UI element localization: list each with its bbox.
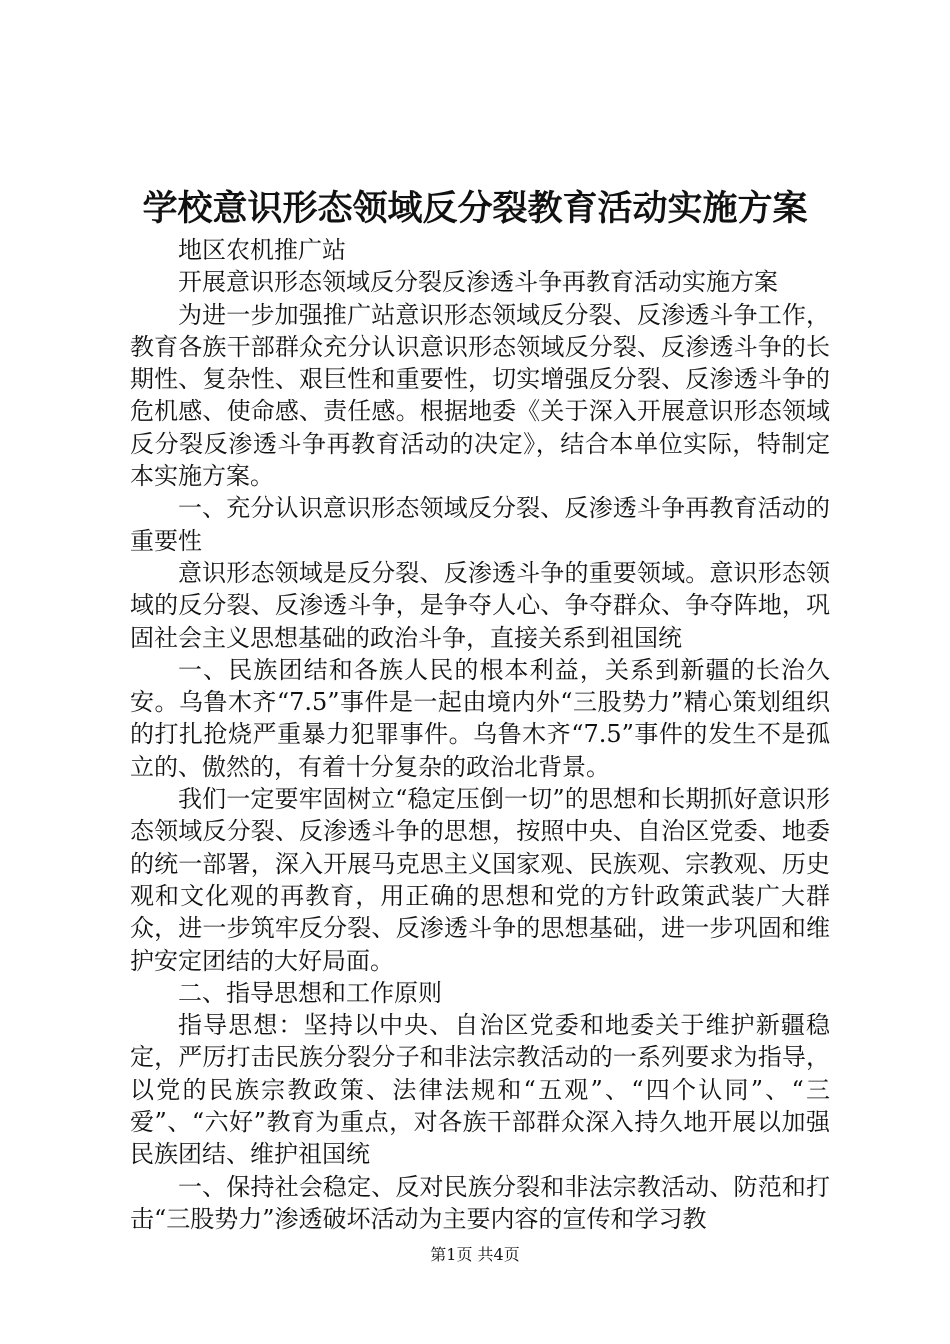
- paragraph-importance: 意识形态领域是反分裂、反渗透斗争的重要领域。意识形态领域的反分裂、反渗透斗争，是争夺人心、争夺群众、争夺阵地，巩固社会主义思想基础的政治斗争，直接关系到祖国统: [130, 558, 830, 652]
- paragraph-intro: 为进一步加强推广站意识形态领域反分裂、反渗透斗争工作，教育各族干部群众充分认识意识形态领域反分裂、反渗透斗争的长期性、复杂性、艰巨性和重要性，切实增强反分裂、反渗透斗争的危机感、使命感、责任感。根据地委《关于深入开展意识形态领域反分裂反渗透斗争再教育活动的决定》，结合本单位实际，特制定本实施方案。: [130, 300, 830, 491]
- paragraph-organization: 地区农机推广站: [178, 236, 346, 264]
- paragraph-plan-name: 开展意识形态领域反分裂反渗透斗争再教育活动实施方案: [178, 268, 778, 297]
- paragraph-event: 一、民族团结和各族人民的根本利益，关系到新疆的长治久安。乌鲁木齐“7.5”事件是一起由境内外“三股势力”精心策划组织的打扎抢烧严重暴力犯罪事件。乌鲁木齐“7.5”事件的发生不是孤立的、傲然的，有着十分复杂的政治北背景。: [130, 655, 830, 781]
- paragraph-stability: 我们一定要牢固树立“稳定压倒一切”的思想和长期抓好意识形态领域反分裂、反渗透斗争的思想，按照中央、自治区党委、地委的统一部署，深入开展马克思主义国家观、民族观、宗教观、历史观和文化观的再教育，用正确的思想和党的方针政策武装广大群众，进一步筑牢反分裂、反渗透斗争的思想基础，进一步巩固和维护安定团结的大好局面。: [130, 785, 830, 975]
- document-body: [130, 234, 830, 1235]
- document-title: 学校意识形态领域反分裂教育活动实施方案: [142, 188, 808, 229]
- paragraph-content: 一、保持社会稳定、反对民族分裂和非法宗教活动、防范和打击“三股势力”渗透破坏活动为主要内容的宣传和学习教: [130, 1172, 830, 1233]
- paragraph-guiding-thought: 指导思想：坚持以中央、自治区党委和地委关于维护新疆稳定，严厉打击民族分裂分子和非法宗教活动的一系列要求为指导，以党的民族宗教政策、法律法规和“五观”、“四个认同”、“三爱”、“六好”教育为重点，对各族干部群众深入持久地开展以加强民族团结、维护祖国统: [130, 1011, 830, 1169]
- section-heading-1: 一、充分认识意识形态领域反分裂、反渗透斗争再教育活动的重要性: [130, 494, 830, 555]
- section-heading-2: 二、指导思想和工作原则: [178, 978, 442, 1007]
- page-footer: 第1页 共4页: [430, 1245, 520, 1264]
